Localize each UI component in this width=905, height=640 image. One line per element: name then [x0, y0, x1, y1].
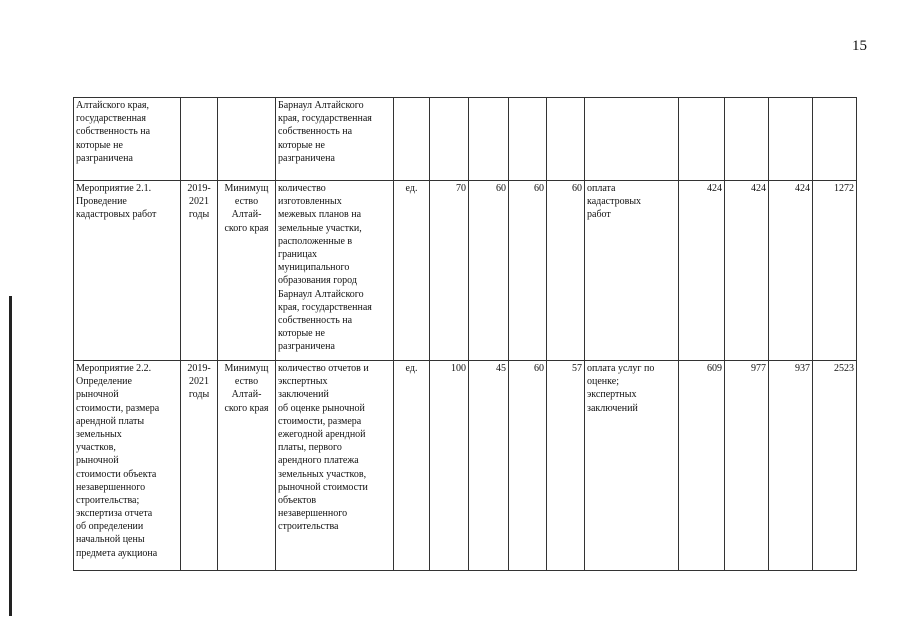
funding-total-cell: 1272: [813, 181, 857, 361]
unit-cell: ед.: [394, 181, 430, 361]
measure-name-cell: Алтайского края, государственная собственность на которые не разграничена: [74, 98, 181, 181]
value-cell: [509, 98, 547, 181]
scan-edge-mark: [9, 296, 12, 616]
funding-total-cell: [813, 98, 857, 181]
expense-cell: оплата услуг по оценке; экспертных заключений: [585, 361, 679, 571]
value-cell: 57: [547, 361, 585, 571]
table-row: [74, 361, 857, 571]
value-cell: [469, 98, 509, 181]
funding-cell: 424: [769, 181, 813, 361]
value-cell: [430, 98, 469, 181]
period-cell: 2019- 2021 годы: [181, 361, 218, 571]
indicator-cell: количество отчетов и экспертных заключений об оценке рыночной стоимости, размера ежегодной арендной платы, первого арендного платежа земельных участков, рыночной стоимости объектов незавершенного строительства: [276, 361, 394, 571]
expense-cell: [585, 98, 679, 181]
funding-cell: [725, 98, 769, 181]
table-row: [74, 98, 857, 181]
measure-name-cell: Мероприятие 2.1. Проведение кадастровых работ: [74, 181, 181, 361]
period-cell: 2019- 2021 годы: [181, 181, 218, 361]
funding-total-cell: 2523: [813, 361, 857, 571]
value-cell: 45: [469, 361, 509, 571]
funding-cell: 977: [725, 361, 769, 571]
executor-cell: Минимущ ество Алтай- ского края: [218, 361, 276, 571]
unit-cell: ед.: [394, 361, 430, 571]
funding-cell: 609: [679, 361, 725, 571]
executor-cell: [218, 98, 276, 181]
indicator-cell: количество изготовленных межевых планов на земельные участки, расположенные в границах муниципального образования город Барнаул Алтайского края, государственная собственность на которые не разграничена: [276, 181, 394, 361]
measure-name-cell: Мероприятие 2.2. Определение рыночной стоимости, размера арендной платы земельных участков, рыночной стоимости объекта незавершенного строительства; экспертиза отчета об определении начальной цены предмета аукциона: [74, 361, 181, 571]
period-cell: [181, 98, 218, 181]
expense-cell: оплата кадастровых работ: [585, 181, 679, 361]
value-cell: 70: [430, 181, 469, 361]
funding-cell: [679, 98, 725, 181]
value-cell: 60: [509, 361, 547, 571]
program-measures-table: [73, 97, 857, 571]
value-cell: 60: [469, 181, 509, 361]
funding-cell: 424: [725, 181, 769, 361]
page-number: 15: [852, 38, 867, 54]
indicator-cell: Барнаул Алтайского края, государственная собственность на которые не разграничена: [276, 98, 394, 181]
value-cell: [547, 98, 585, 181]
table-row: [74, 181, 857, 361]
value-cell: 60: [509, 181, 547, 361]
funding-cell: [769, 98, 813, 181]
funding-cell: 424: [679, 181, 725, 361]
executor-cell: Минимущ ество Алтай- ского края: [218, 181, 276, 361]
value-cell: 60: [547, 181, 585, 361]
funding-cell: 937: [769, 361, 813, 571]
unit-cell: [394, 98, 430, 181]
value-cell: 100: [430, 361, 469, 571]
